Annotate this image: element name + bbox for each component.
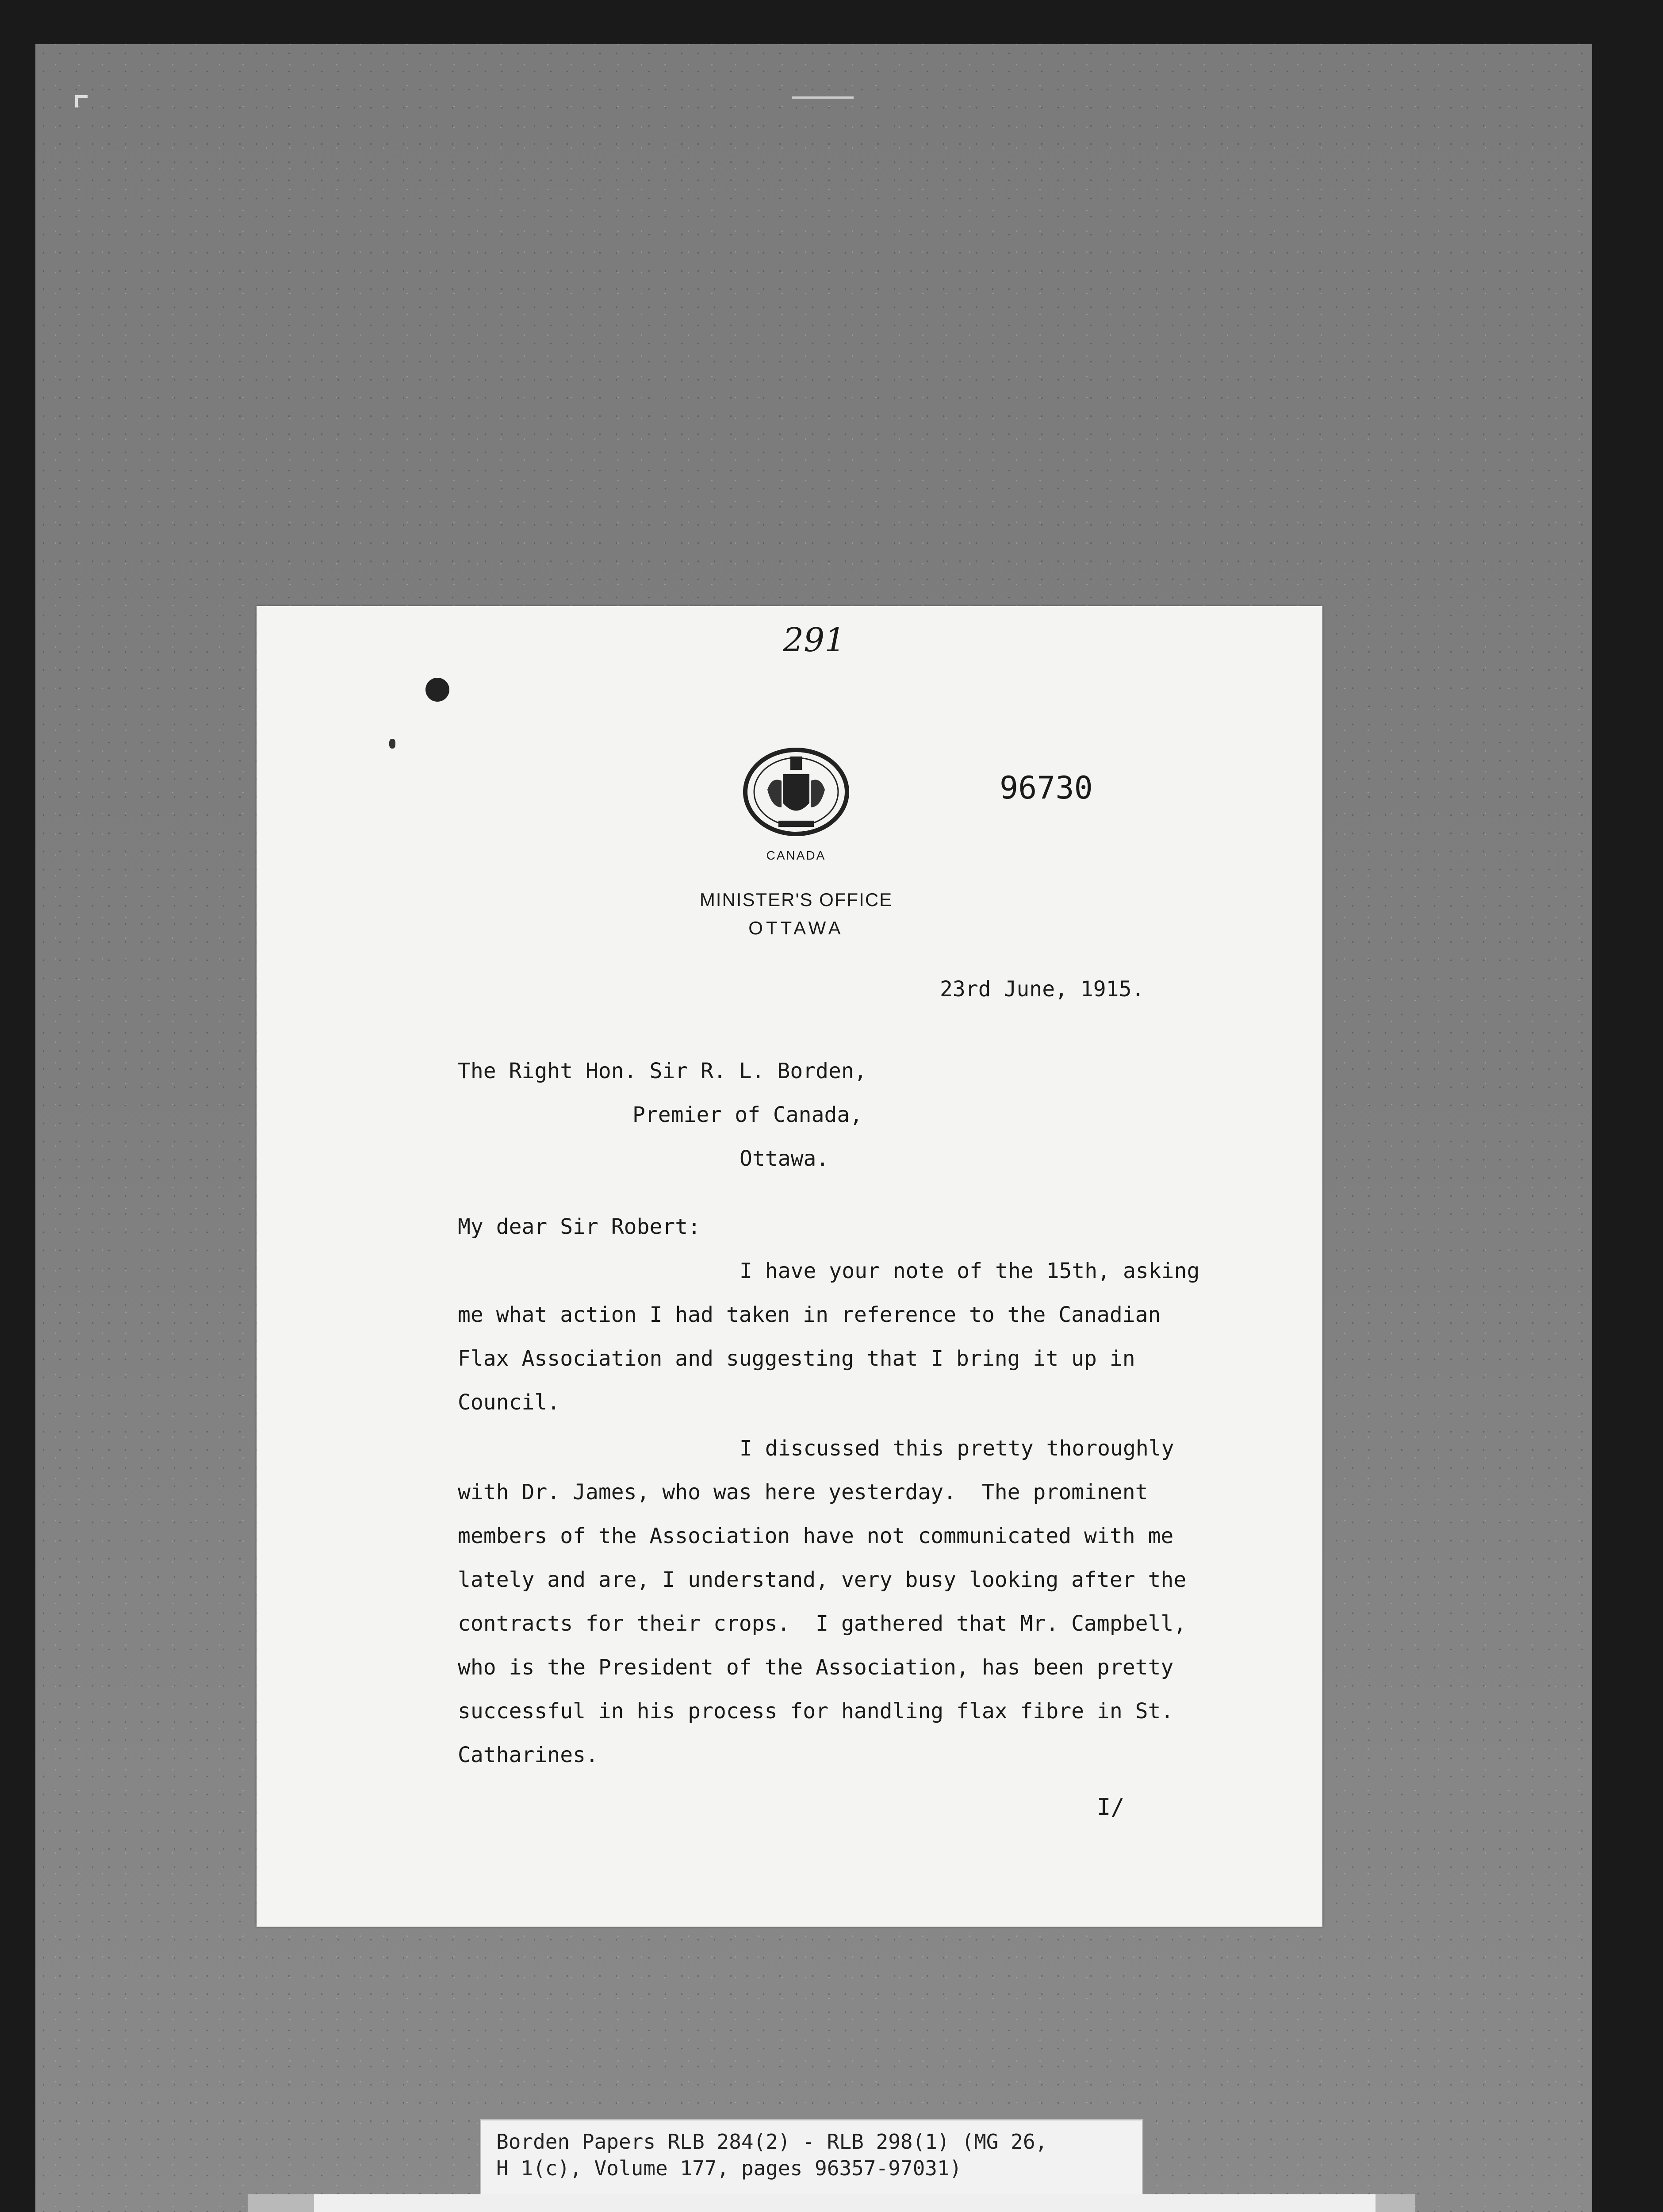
crest-label: CANADA — [766, 849, 826, 862]
letter-date: 23rd June, 1915. — [940, 977, 1145, 1002]
coat-of-arms-icon — [741, 741, 851, 843]
reference-line: Borden Papers RLB 284(2) - RLB 298(1) (MG 26, — [496, 2130, 1048, 2154]
frame-top-mark — [792, 96, 854, 99]
body-line: Council. — [458, 1390, 560, 1415]
salutation: My dear Sir Robert: — [458, 1214, 701, 1239]
body-line: lately and are, I understand, very busy looking after the — [458, 1567, 1187, 1592]
addressee-line: Ottawa. — [740, 1146, 829, 1171]
paper-speck — [389, 739, 395, 749]
body-line: I discussed this pretty thoroughly — [740, 1436, 1174, 1461]
letter-page — [257, 606, 1322, 1927]
body-line: Flax Association and suggesting that I bring it up in — [458, 1346, 1135, 1371]
addressee-line: Premier of Canada, — [632, 1102, 863, 1127]
body-line: me what action I had taken in reference to the Canadian — [458, 1302, 1161, 1327]
letterhead-city: OTTAWA — [748, 918, 844, 938]
archive-label — [314, 2194, 1376, 2212]
folio-number: 291 — [783, 621, 846, 659]
punch-hole — [425, 678, 449, 702]
body-line: I have your note of the 15th, asking — [740, 1259, 1200, 1283]
reference-tape — [480, 2119, 1143, 2199]
letterhead-office: MINISTER'S OFFICE — [699, 889, 893, 910]
frame-corner-mark — [75, 95, 88, 108]
body-line: Catharines. — [458, 1743, 598, 1767]
document-number: 96730 — [1000, 770, 1093, 806]
page-continuation-marker: I/ — [1097, 1794, 1125, 1820]
reference-line: H 1(c), Volume 177, pages 96357-97031) — [496, 2156, 962, 2180]
body-line: successful in his process for handling flax fibre in St. — [458, 1699, 1174, 1724]
body-line: who is the President of the Association, has been pretty — [458, 1655, 1174, 1680]
addressee-line: The Right Hon. Sir R. L. Borden, — [458, 1059, 867, 1083]
body-line: with Dr. James, who was here yesterday. The prominent — [458, 1480, 1148, 1505]
body-line: members of the Association have not communicated with me — [458, 1524, 1174, 1548]
body-line: contracts for their crops. I gathered that Mr. Campbell, — [458, 1611, 1187, 1636]
